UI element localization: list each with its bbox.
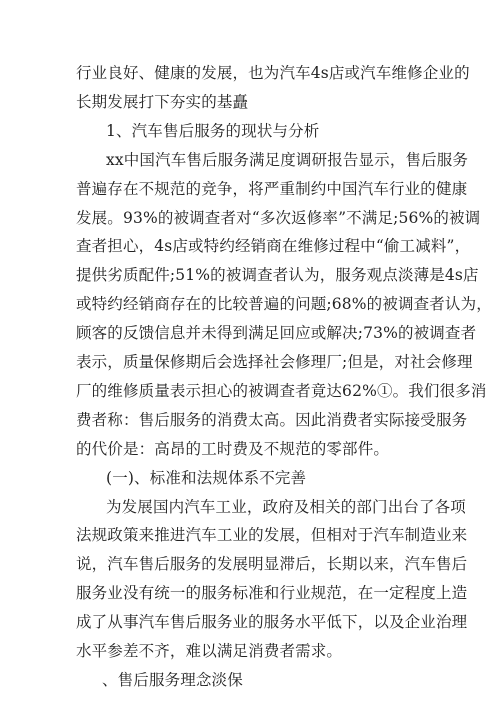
text-line: 顾客的反馈信息并未得到满足回应或解决;73%的被调查者	[76, 324, 477, 342]
text-line: 行业良好、健康的发展，也为汽车4s店或汽车维修企业的	[76, 64, 470, 82]
text-line: 发展。93%的被调查者对“多次返修率”不满足;56%的被调	[76, 209, 481, 227]
section-heading: 1、汽车售后服务的现状与分析	[106, 122, 320, 140]
text-line: 表示，质量保修期后会选择社会修理厂;但是，对社会修理	[76, 353, 473, 371]
text-line: 厂的维修质量表示担心的被调查者竟达62%①。我们很多消	[76, 382, 487, 400]
text-line: 法规政策来推进汽车工业的发展，但相对于汽车制造业来	[76, 526, 468, 544]
paragraph-start: 为发展国内汽车工业，政府及相关的部门出台了各项	[106, 498, 466, 516]
section-heading: (一)、标准和法规体系不完善	[106, 469, 307, 487]
text-line: 的代价是：高昂的工时费及不规范的零部件。	[76, 440, 390, 458]
text-line: 提供劣质配件;51%的被调查者认为，服务观点淡薄是4s店	[76, 266, 479, 284]
text-line: 长期发展打下夯实的基矗	[76, 93, 249, 111]
text-line: 成了从事汽车售后服务业的服务水平低下，以及企业治理	[76, 613, 468, 631]
text-line: 水平参差不齐，难以满足消费者需求。	[76, 642, 343, 660]
text-line: 说，汽车售后服务的发展明显滞后，长期以来，汽车售后	[76, 555, 468, 573]
text-line: 费者称：售后服务的消费太高。因此消费者实际接受服务	[76, 411, 468, 429]
text-line: 或特约经销商存在的比较普遍的问题;68%的被调查者认为，	[76, 295, 492, 313]
text-line: 查者担心，4s店或特约经销商在维修过程中“偷工减料”，	[76, 237, 471, 255]
paragraph-start: xx中国汽车售后服务满足度调研报告显示，售后服务	[106, 151, 469, 169]
section-heading: 、售后服务理念淡保	[102, 671, 243, 689]
text-line: 普遍存在不规范的竞争，将严重制约中国汽车行业的健康	[76, 180, 468, 198]
text-line: 服务业没有统一的服务标准和行业规范，在一定程度上造	[76, 584, 468, 602]
